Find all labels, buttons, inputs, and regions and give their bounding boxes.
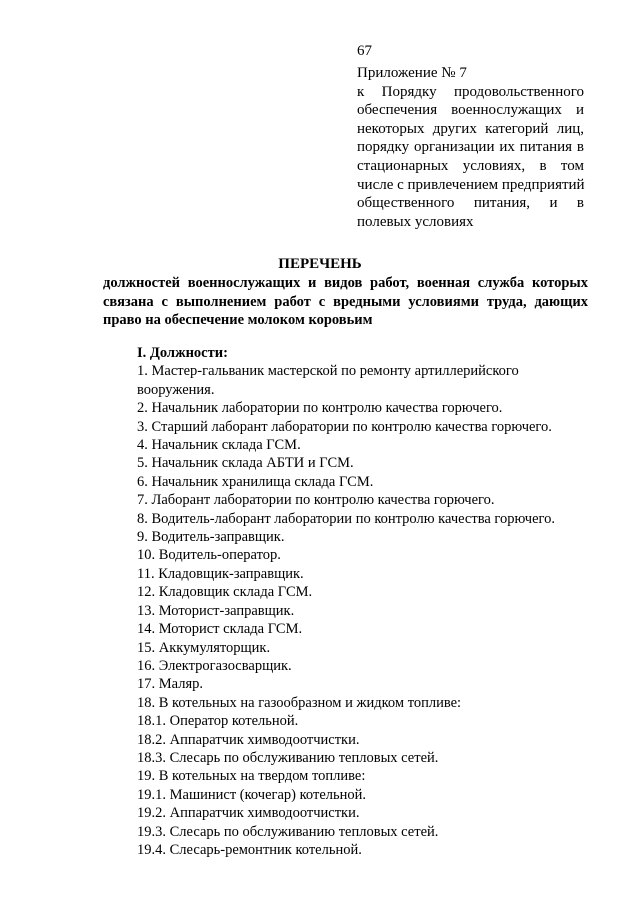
list-item: 10. Водитель-оператор. — [137, 547, 281, 564]
subtitle-line: связана с выполнением работ с вредными условиями труда, дающих — [103, 293, 588, 310]
list-item: 7. Лаборант лаборатории по контролю качества горючего. — [137, 492, 495, 509]
annex-line: обеспечения военнослужащих и — [357, 102, 584, 119]
list-item: 14. Моторист склада ГСМ. — [137, 621, 303, 638]
list-item: 3. Старший лаборант лаборатории по контролю качества горючего. — [137, 418, 552, 435]
list-item: 8. Водитель-лаборант лаборатории по контролю качества горючего. — [137, 510, 555, 527]
list-item: 19.1. Машинист (кочегар) котельной. — [137, 786, 367, 803]
list-item: 18.2. Аппаратчик химводоотчистки. — [137, 731, 360, 748]
positions-list — [137, 344, 597, 859]
list-item: 15. Аккумуляторщик. — [137, 639, 271, 656]
list-item: 1. Мастер-гальваник мастерской по ремонту артиллерийского — [137, 363, 519, 380]
list-item: 12. Кладовщик склада ГСМ. — [137, 584, 313, 601]
list-item: 5. Начальник склада АБТИ и ГСМ. — [137, 455, 354, 472]
document-title: ПЕРЕЧЕНЬ — [278, 256, 362, 272]
subtitle-line: право на обеспечение молоком коровьим — [103, 312, 373, 328]
list-item: 16. Электрогазосварщик. — [137, 657, 292, 674]
annex-line: порядку организации их питания в — [357, 139, 584, 156]
list-item: 19.2. Аппаратчик химводоотчистки. — [137, 805, 360, 822]
list-item: 18.3. Слесарь по обслуживанию тепловых сетей. — [137, 749, 439, 766]
list-item: 13. Моторист-заправщик. — [137, 602, 295, 619]
list-item: 6. Начальник хранилища склада ГСМ. — [137, 473, 374, 490]
list-item: 9. Водитель-заправщик. — [137, 529, 285, 546]
annex-line: общественного питания, и в — [357, 195, 584, 212]
annex-line: числе с привлечением предприятий — [357, 176, 585, 193]
list-item: 18.1. Оператор котельной. — [137, 713, 299, 730]
page-number: 67 — [357, 43, 372, 59]
subtitle-line: должностей военнослужащих и видов работ, военная служба которых — [103, 275, 588, 291]
list-item: 11. Кладовщик-заправщик. — [137, 565, 304, 582]
list-item: вооружения. — [137, 381, 215, 398]
annex-line: стационарных условиях, в том — [357, 157, 584, 174]
annex-line: Приложение № 7 — [357, 65, 467, 81]
annex-line: некоторых других категорий лиц, — [357, 120, 584, 137]
list-item: 18. В котельных на газообразном и жидком топливе: — [137, 694, 462, 711]
list-item: 17. Маляр. — [137, 676, 203, 693]
document-subtitle — [103, 274, 588, 330]
list-item: 4. Начальник склада ГСМ. — [137, 437, 301, 454]
list-item: 19.3. Слесарь по обслуживанию тепловых сетей. — [137, 823, 439, 840]
list-item: 19.4. Слесарь-ремонтник котельной. — [137, 841, 362, 858]
list-item: 19. В котельных на твердом топливе: — [137, 768, 366, 785]
annex-reference — [357, 64, 584, 231]
list-item: 2. Начальник лаборатории по контролю качества горючего. — [137, 400, 503, 417]
section-heading: I. Должности: — [137, 345, 228, 361]
annex-line: полевых условиях — [357, 213, 474, 230]
annex-line: к Порядку продовольственного — [357, 83, 584, 100]
